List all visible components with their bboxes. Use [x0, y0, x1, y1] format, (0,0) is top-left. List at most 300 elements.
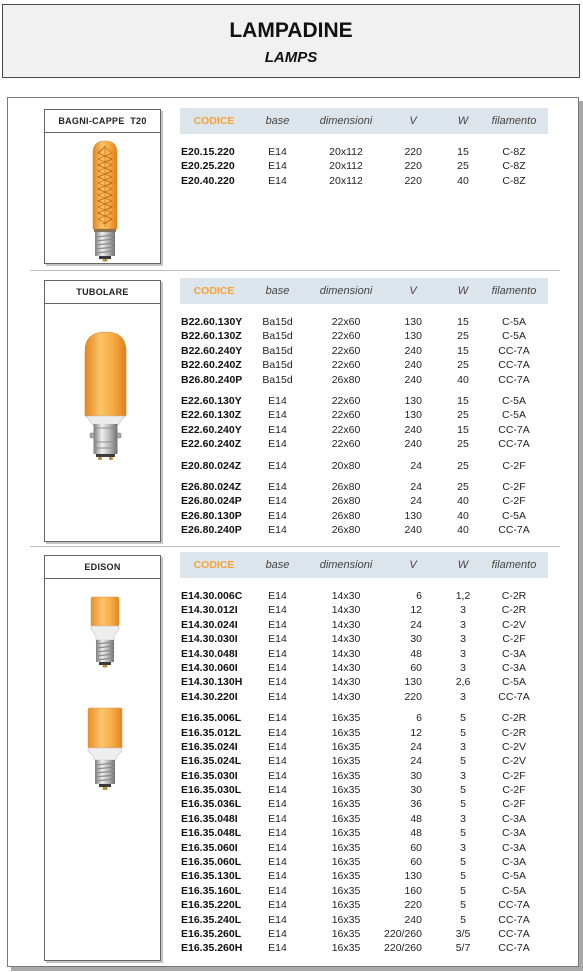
voltage: 220: [404, 690, 422, 703]
column-header-code: CODICE: [193, 285, 235, 297]
table-row: [180, 408, 548, 422]
voltage: 220: [404, 174, 422, 187]
lamp-base: E14: [268, 726, 287, 739]
voltage: 160: [404, 884, 422, 897]
product-code: E16.35.012L: [181, 726, 242, 739]
wattage: 3: [460, 740, 466, 753]
product-code: E16.35.130L: [181, 870, 242, 883]
wattage: 3: [460, 841, 466, 854]
voltage: 240: [404, 373, 422, 386]
lamp-base: E14: [268, 146, 287, 158]
voltage: 36: [410, 798, 422, 811]
table-row: [180, 841, 548, 855]
filament-type: C-3A: [502, 647, 526, 660]
lamp-base: E14: [268, 495, 287, 508]
filament-type: C-5A: [502, 676, 526, 689]
filament-type: C-5A: [502, 884, 526, 897]
voltage: 24: [410, 495, 422, 508]
dimensions: 14x30: [331, 661, 361, 674]
wattage: 5: [460, 913, 466, 926]
product-code: E26.80.130P: [181, 509, 242, 522]
wattage: 3: [460, 661, 466, 674]
wattage: 5: [460, 856, 466, 869]
lamp-base: Ba15d: [262, 373, 293, 386]
filament-type: CC-7A: [498, 927, 530, 940]
table-row: [180, 437, 548, 451]
lamp-base: E14: [268, 927, 287, 940]
wattage: 40: [457, 509, 469, 522]
wattage: 40: [457, 495, 469, 508]
dimensions: 26x80: [331, 495, 361, 508]
product-table: [180, 108, 548, 188]
page-header: [2, 4, 580, 78]
voltage: 6: [416, 712, 422, 725]
dimensions: 16x35: [331, 812, 361, 825]
filament-type: CC-7A: [498, 913, 530, 926]
table-row: [180, 898, 548, 912]
filament-type: C-2R: [501, 590, 527, 602]
wattage: 3: [460, 690, 466, 703]
dimensions: 16x35: [331, 726, 361, 739]
table-row: [180, 690, 548, 704]
filament-type: CC-7A: [498, 423, 530, 436]
row-group: [180, 589, 548, 704]
section-label: EDISON: [45, 556, 160, 579]
lamp-base: E14: [268, 769, 287, 782]
lamp-base: E14: [268, 604, 287, 617]
column-header-code: CODICE: [193, 559, 235, 571]
wattage: 25: [457, 409, 469, 422]
wattage: 3: [460, 769, 466, 782]
table-row: [180, 769, 548, 783]
filament-type: C-2R: [501, 712, 527, 725]
lamp-base: E14: [268, 913, 287, 926]
filament-type: C-3A: [502, 661, 526, 674]
wattage: 25: [457, 359, 469, 372]
wattage: 5: [460, 755, 466, 768]
voltage: 60: [410, 856, 422, 869]
wattage: 40: [457, 174, 469, 187]
row-group: [180, 711, 548, 956]
product-code: E22.60.130Y: [181, 394, 242, 407]
product-table: [180, 552, 548, 956]
voltage: 240: [404, 913, 422, 926]
wattage: 25: [457, 438, 469, 451]
table-row: [180, 358, 548, 372]
dimensions: 16x35: [331, 913, 361, 926]
product-code: E16.35.260H: [181, 942, 243, 955]
column-header-base: base: [265, 115, 290, 127]
row-group: [180, 459, 548, 473]
filament-type: C-5A: [502, 870, 526, 883]
voltage: 130: [404, 870, 422, 883]
lamp-base: E14: [268, 480, 287, 493]
table-row: [180, 344, 548, 358]
filament-type: C-5A: [502, 316, 526, 328]
table-row: [180, 913, 548, 927]
voltage: 130: [404, 330, 422, 343]
product-code: B22.60.240Z: [181, 359, 242, 372]
table-row: [180, 145, 548, 159]
table-row: [180, 394, 548, 408]
voltage: 240: [404, 524, 422, 537]
lamp-base: E14: [268, 856, 287, 869]
dimensions: 14x30: [331, 690, 361, 703]
column-header-voltage: V: [409, 559, 417, 571]
lamp-base: E14: [268, 438, 287, 451]
table-row: [180, 315, 548, 329]
table-row: [180, 373, 548, 387]
voltage: 6: [416, 590, 422, 602]
product-code: B22.60.130Y: [181, 316, 243, 328]
column-header-filament: filamento: [491, 285, 537, 297]
column-header-code: CODICE: [193, 115, 235, 127]
wattage: 5: [460, 870, 466, 883]
lamp-base: E14: [268, 812, 287, 825]
voltage: 240: [404, 344, 422, 357]
lamp-base: E14: [268, 690, 287, 703]
filament-type: CC-7A: [498, 690, 530, 703]
table-row: [180, 754, 548, 768]
lamp-base: E14: [268, 423, 287, 436]
filament-type: C-5A: [502, 394, 526, 407]
table-row: [180, 589, 548, 603]
product-code: E14.30.024I: [181, 618, 238, 631]
filament-type: C-2F: [502, 459, 526, 472]
dimensions: 16x35: [331, 870, 361, 883]
product-code: E22.60.240Y: [181, 423, 242, 436]
dimensions: 20x112: [329, 160, 363, 173]
voltage: 48: [410, 827, 422, 840]
dimensions: 16x35: [331, 856, 361, 869]
voltage: 130: [404, 509, 422, 522]
product-code: E16.35.024I: [181, 740, 238, 753]
filament-type: C-3A: [502, 856, 526, 869]
lamp-base: E14: [268, 784, 287, 797]
dimensions: 16x35: [331, 927, 361, 940]
wattage: 15: [457, 423, 469, 436]
t20-lamp-icon: [45, 133, 160, 263]
wattage: 5: [460, 798, 466, 811]
filament-type: C-2V: [502, 618, 526, 631]
lamp-base: E14: [268, 899, 287, 912]
voltage: 130: [404, 316, 422, 328]
voltage: 24: [410, 740, 422, 753]
dimensions: 14x30: [331, 633, 361, 646]
table-body: [180, 578, 548, 956]
product-code: E26.80.024Z: [181, 480, 242, 493]
wattage: 5: [460, 884, 466, 897]
dimensions: 26x80: [331, 480, 361, 493]
dimensions: 16x35: [331, 884, 361, 897]
wattage: 2,6: [455, 676, 471, 689]
lamp-base: E14: [268, 841, 287, 854]
filament-type: CC-7A: [498, 942, 530, 955]
filament-type: CC-7A: [498, 359, 530, 372]
column-header-voltage: V: [409, 115, 417, 127]
product-code: B26.80.240P: [181, 373, 243, 386]
dimensions: 14x30: [331, 618, 361, 631]
filament-type: C-2F: [502, 480, 526, 493]
dimensions: 14x30: [331, 604, 361, 617]
product-code: E16.35.060L: [181, 856, 242, 869]
filament-type: CC-7A: [498, 899, 530, 912]
filament-type: C-2F: [502, 769, 526, 782]
lamp-base: E14: [268, 160, 287, 173]
wattage: 3: [460, 633, 466, 646]
column-header-voltage: V: [409, 285, 417, 297]
lamp-base: Ba15d: [262, 330, 293, 343]
product-image-box: [44, 280, 161, 542]
table-row: [180, 884, 548, 898]
dimensions: 16x35: [331, 712, 361, 725]
table-row: [180, 494, 548, 508]
dimensions: 26x80: [331, 373, 361, 386]
dimensions: 22x60: [331, 344, 361, 357]
wattage: 15: [457, 316, 469, 328]
lamp-base: E14: [268, 409, 287, 422]
filament-type: C-8Z: [502, 160, 526, 173]
page-title: LAMPADINE: [229, 19, 353, 42]
column-header-filament: filamento: [491, 115, 537, 127]
lamp-base: E14: [268, 647, 287, 660]
filament-type: CC-7A: [498, 373, 530, 386]
table-header: [180, 552, 548, 578]
section-divider: [30, 546, 560, 547]
wattage: 3: [460, 618, 466, 631]
product-code: E16.35.036L: [181, 798, 242, 811]
dimensions: 22x60: [331, 394, 361, 407]
wattage: 15: [457, 344, 469, 357]
page-subtitle: LAMPS: [264, 49, 318, 66]
lamp-base: E14: [268, 740, 287, 753]
product-code: E16.35.160L: [181, 884, 242, 897]
voltage: 12: [410, 726, 422, 739]
dimensions: 26x80: [331, 509, 361, 522]
dimensions: 14x30: [331, 647, 361, 660]
filament-type: C-2R: [501, 604, 527, 617]
dimensions: 22x60: [331, 423, 361, 436]
table-row: [180, 855, 548, 869]
wattage: 40: [457, 373, 469, 386]
column-header-wattage: W: [457, 559, 469, 571]
filament-type: C-3A: [502, 841, 526, 854]
product-code: E14.30.220I: [181, 690, 238, 703]
table-row: [180, 661, 548, 675]
voltage: 220: [404, 146, 422, 158]
dimensions: 16x35: [331, 769, 361, 782]
lamp-base: Ba15d: [262, 316, 293, 328]
lamp-base: E14: [268, 394, 287, 407]
product-code: B22.60.130Z: [181, 330, 242, 343]
table-row: [180, 174, 548, 188]
column-header-base: base: [265, 559, 290, 571]
filament-type: C-2F: [502, 784, 526, 797]
table-row: [180, 711, 548, 725]
table-row: [180, 509, 548, 523]
tubular-lamp-icon: [45, 304, 160, 541]
table-row: [180, 159, 548, 173]
wattage: 5: [460, 712, 466, 725]
filament-type: C-2V: [502, 755, 526, 768]
table-row: [180, 459, 548, 473]
dimensions: 26x80: [331, 524, 361, 537]
filament-type: C-5A: [502, 330, 526, 343]
lamp-base: E14: [268, 618, 287, 631]
wattage: 5: [460, 827, 466, 840]
lamp-base: E14: [268, 661, 287, 674]
lamp-base: E14: [268, 633, 287, 646]
wattage: 25: [457, 459, 469, 472]
dimensions: 20x112: [329, 174, 363, 187]
wattage: 5/7: [455, 942, 471, 955]
table-row: [180, 675, 548, 689]
product-image: [45, 304, 160, 541]
product-image: [45, 133, 160, 263]
lamp-base: Ba15d: [262, 359, 293, 372]
lamp-base: E14: [268, 827, 287, 840]
lamp-base: E14: [268, 870, 287, 883]
wattage: 3: [460, 604, 466, 617]
product-code: E16.35.024L: [181, 755, 242, 768]
dimensions: 16x35: [331, 899, 361, 912]
row-group: [180, 394, 548, 452]
lamp-base: E14: [268, 712, 287, 725]
filament-type: C-2F: [502, 798, 526, 811]
dimensions: 22x60: [331, 409, 361, 422]
voltage: 240: [404, 359, 422, 372]
filament-type: C-3A: [502, 812, 526, 825]
voltage: 24: [410, 459, 422, 472]
voltage: 220/260: [384, 942, 422, 955]
dimensions: 16x35: [331, 841, 361, 854]
dimensions: 22x60: [331, 316, 361, 328]
filament-type: C-3A: [502, 827, 526, 840]
table-row: [180, 480, 548, 494]
voltage: 48: [410, 812, 422, 825]
lamp-base: E14: [268, 524, 287, 537]
product-code: E26.80.240P: [181, 524, 242, 537]
dimensions: 14x30: [331, 590, 361, 602]
filament-type: C-2V: [502, 740, 526, 753]
product-code: E16.35.006L: [181, 712, 242, 725]
voltage: 240: [404, 438, 422, 451]
product-code: E14.30.060I: [181, 661, 238, 674]
product-code: E16.35.048L: [181, 827, 242, 840]
wattage: 25: [457, 480, 469, 493]
wattage: 25: [457, 160, 469, 173]
table-row: [180, 647, 548, 661]
product-code: E16.35.220L: [181, 899, 242, 912]
product-code: E22.60.240Z: [181, 438, 242, 451]
filament-type: C-2F: [502, 633, 526, 646]
voltage: 220: [404, 899, 422, 912]
product-image: [45, 579, 160, 960]
table-row: [180, 941, 548, 955]
edison-lamps-image: [45, 579, 160, 960]
table-row: [180, 618, 548, 632]
product-image-box: [44, 555, 161, 961]
voltage: 130: [404, 676, 422, 689]
table-row: [180, 797, 548, 811]
voltage: 24: [410, 618, 422, 631]
wattage: 1,2: [455, 590, 471, 602]
table-row: [180, 783, 548, 797]
dimensions: 22x60: [331, 330, 361, 343]
column-header-base: base: [265, 285, 290, 297]
voltage: 60: [410, 661, 422, 674]
filament-type: CC-7A: [498, 524, 530, 537]
dimensions: 16x35: [331, 740, 361, 753]
product-code: E14.30.130H: [181, 676, 243, 689]
product-code: E14.30.006C: [181, 590, 243, 602]
dimensions: 16x35: [331, 942, 361, 955]
voltage: 130: [404, 409, 422, 422]
table-body: [180, 304, 548, 537]
product-code: B22.60.240Y: [181, 344, 243, 357]
table-row: [180, 726, 548, 740]
section-label: BAGNI-CAPPE T20: [45, 110, 160, 133]
section-divider: [30, 270, 560, 271]
table-row: [180, 927, 548, 941]
product-code: E22.60.130Z: [181, 409, 242, 422]
lamp-base: E14: [268, 509, 287, 522]
lamp-base: E14: [268, 755, 287, 768]
filament-type: C-2R: [501, 726, 527, 739]
product-code: E16.35.030L: [181, 784, 242, 797]
column-header-wattage: W: [457, 285, 469, 297]
product-code: E20.15.220: [181, 146, 235, 158]
wattage: 5: [460, 899, 466, 912]
lamp-base: Ba15d: [262, 344, 293, 357]
dimensions: 14x30: [331, 676, 361, 689]
lamp-base: E14: [268, 942, 287, 955]
product-code: E16.35.240L: [181, 913, 242, 926]
wattage: 3/5: [455, 927, 471, 940]
product-code: E14.30.012I: [181, 604, 238, 617]
lamp-base: E14: [268, 590, 287, 602]
product-code: E20.80.024Z: [181, 459, 242, 472]
voltage: 220/260: [384, 927, 422, 940]
table-row: [180, 740, 548, 754]
dimensions: 16x35: [331, 784, 361, 797]
wattage: 5: [460, 726, 466, 739]
product-code: E14.30.030I: [181, 633, 238, 646]
table-body: [180, 134, 548, 188]
dimensions: 22x60: [331, 359, 361, 372]
table-header: [180, 108, 548, 134]
voltage: 130: [404, 394, 422, 407]
dimensions: 16x35: [331, 798, 361, 811]
product-image-box: [44, 109, 161, 264]
filament-type: CC-7A: [498, 438, 530, 451]
table-header: [180, 278, 548, 304]
voltage: 60: [410, 841, 422, 854]
product-code: E20.25.220: [181, 160, 235, 173]
voltage: 24: [410, 755, 422, 768]
product-code: E26.80.024P: [181, 495, 242, 508]
edison-lamp-small-icon: [91, 597, 119, 668]
voltage: 30: [410, 633, 422, 646]
product-table: [180, 278, 548, 537]
wattage: 3: [460, 647, 466, 660]
table-row: [180, 603, 548, 617]
wattage: 25: [457, 330, 469, 343]
voltage: 240: [404, 423, 422, 436]
lamp-base: E14: [268, 884, 287, 897]
voltage: 24: [410, 480, 422, 493]
wattage: 15: [457, 146, 469, 158]
